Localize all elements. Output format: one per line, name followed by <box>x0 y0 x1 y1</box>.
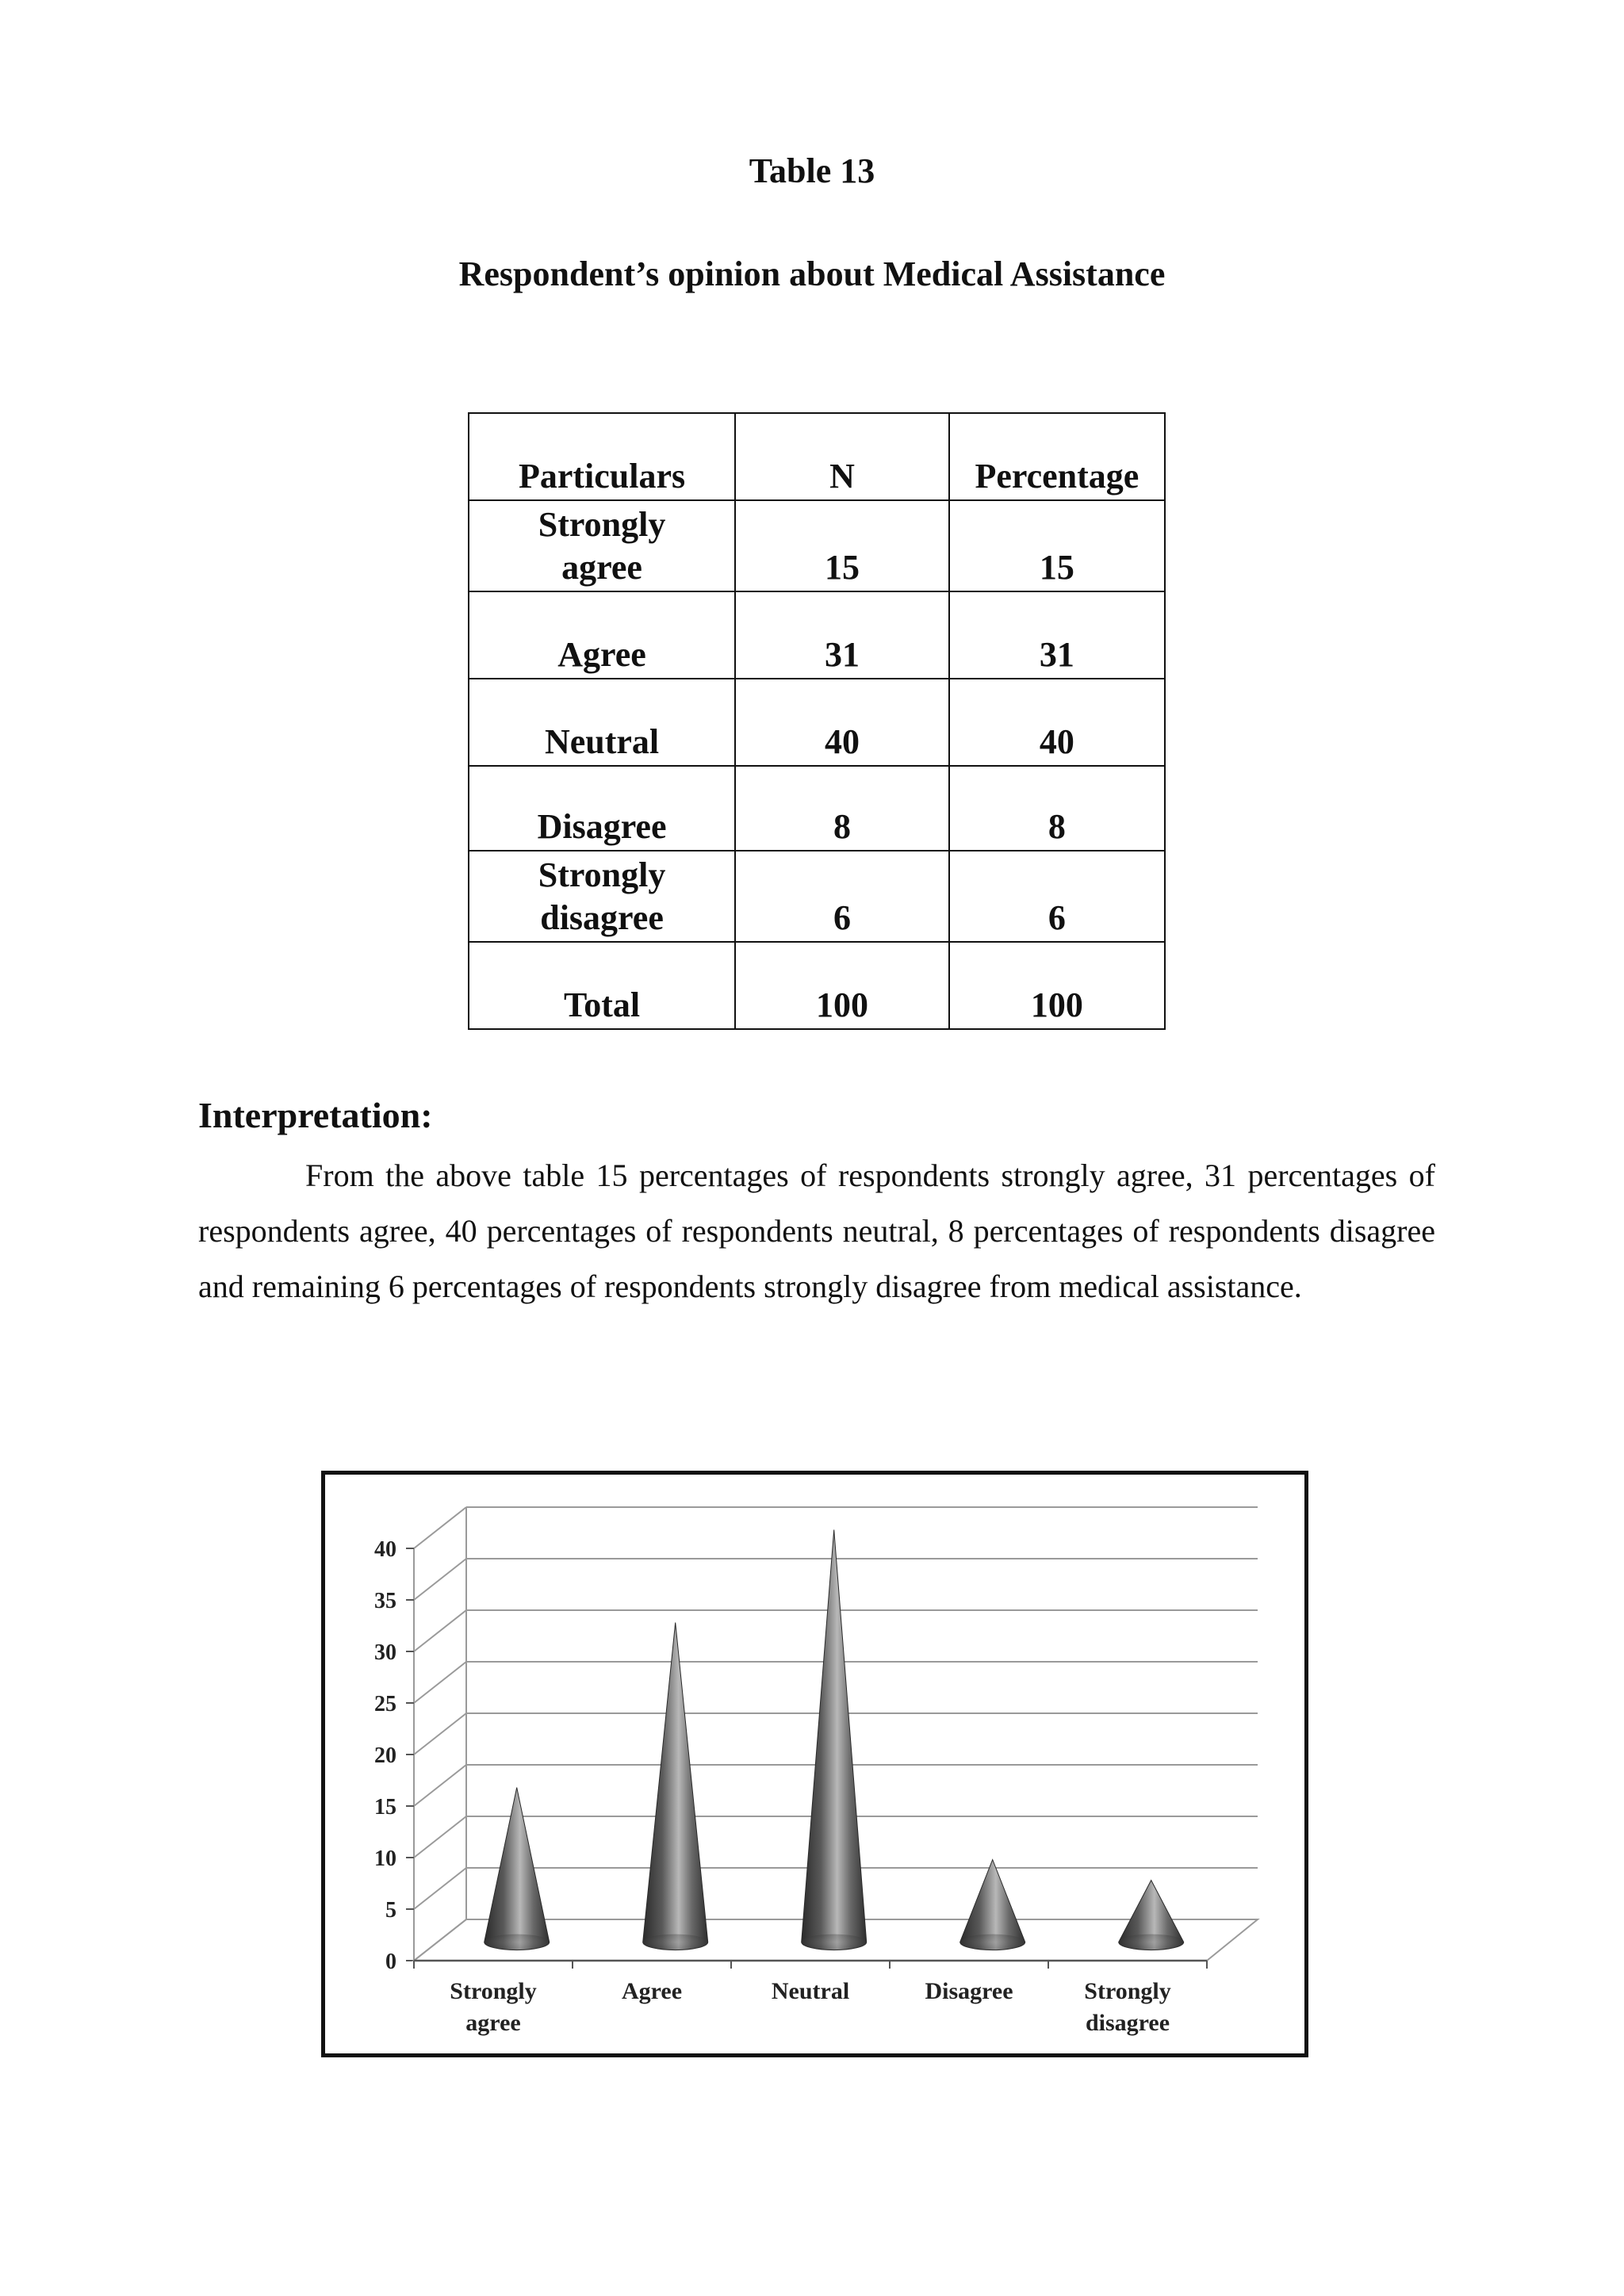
table-row <box>469 851 1165 942</box>
cone-bar <box>485 1788 550 1950</box>
row-n: 8 <box>735 766 949 851</box>
y-tick-label: 5 <box>385 1898 396 1923</box>
y-tick-label: 15 <box>374 1795 396 1820</box>
x-tick-label: Neutral <box>771 1978 850 2004</box>
gridline-side <box>414 1765 466 1806</box>
x-tick-label: Strongly <box>1084 1978 1171 2004</box>
chart-svg <box>325 1475 1304 2053</box>
row-label <box>469 851 735 942</box>
cone-base <box>802 1934 867 1950</box>
row-percentage: 8 <box>949 766 1165 851</box>
row-label-line: disagree <box>540 898 664 937</box>
table-title: Table 13 <box>749 151 875 190</box>
row-label-line: agree <box>561 548 642 587</box>
row-label-line: Strongly <box>538 855 666 894</box>
y-tick-label: 30 <box>374 1640 396 1665</box>
gridline-side <box>414 1507 466 1548</box>
header-n: N <box>735 413 949 500</box>
row-label <box>469 500 735 591</box>
gridline-side <box>414 1713 466 1755</box>
row-n: 40 <box>735 679 949 766</box>
cone-chart <box>321 1471 1308 2057</box>
row-percentage: 6 <box>949 851 1165 942</box>
row-n: 6 <box>735 851 949 942</box>
row-label-line: Strongly <box>538 505 666 544</box>
row-n: 15 <box>735 500 949 591</box>
row-percentage: 15 <box>949 500 1165 591</box>
y-tick-label: 0 <box>385 1950 396 1974</box>
y-tick-label: 25 <box>374 1692 396 1716</box>
cone-bar <box>643 1623 708 1950</box>
cone-bar <box>802 1530 867 1950</box>
table-subtitle: Respondent’s opinion about Medical Assistance <box>458 254 1166 293</box>
cone-base <box>1119 1934 1184 1950</box>
gridline-side <box>414 1816 466 1858</box>
x-tick-label: Disagree <box>925 1978 1013 2004</box>
cone-base <box>643 1934 708 1950</box>
row-label: Agree <box>469 591 735 679</box>
y-tick-label: 40 <box>374 1537 396 1562</box>
interpretation-text: From the above table 15 percentages of respondents strongly agree, 31 percentages of respondents agree, 40 percentages of respondents neutral, 8 percentages of respondents disagree and remaining 6 percentages of respondents strongly disagree from medical assistance. <box>198 1158 1435 1304</box>
cone-base <box>485 1934 550 1950</box>
gridline-side <box>414 1868 466 1909</box>
row-label: Disagree <box>469 766 735 851</box>
y-tick-label: 20 <box>374 1743 396 1768</box>
gridline-side <box>414 1662 466 1703</box>
cone-base <box>960 1934 1025 1950</box>
y-tick-label: 10 <box>374 1846 396 1871</box>
x-tick-label: Agree <box>621 1978 683 2004</box>
x-tick-label: agree <box>465 2010 521 2036</box>
x-tick-label: Strongly <box>450 1978 537 2004</box>
row-label: Neutral <box>469 679 735 766</box>
gridline-side <box>414 1559 466 1600</box>
table-total-row <box>469 942 1165 1029</box>
row-n: 31 <box>735 591 949 679</box>
row-percentage: 100 <box>949 942 1165 1029</box>
header-percentage: Percentage <box>949 413 1165 500</box>
table-row <box>469 766 1165 851</box>
table-header-row <box>469 413 1165 500</box>
y-tick-label: 35 <box>374 1589 396 1613</box>
table-row <box>469 591 1165 679</box>
data-table <box>468 412 1166 1030</box>
interpretation-heading: Interpretation: <box>198 1095 433 1135</box>
x-tick-label: disagree <box>1085 2010 1170 2036</box>
header-particulars: Particulars <box>469 413 735 500</box>
row-n: 100 <box>735 942 949 1029</box>
table-row <box>469 500 1165 591</box>
gridline-side <box>414 1610 466 1651</box>
row-percentage: 31 <box>949 591 1165 679</box>
row-percentage: 40 <box>949 679 1165 766</box>
row-label: Total <box>469 942 735 1029</box>
table-row <box>469 679 1165 766</box>
